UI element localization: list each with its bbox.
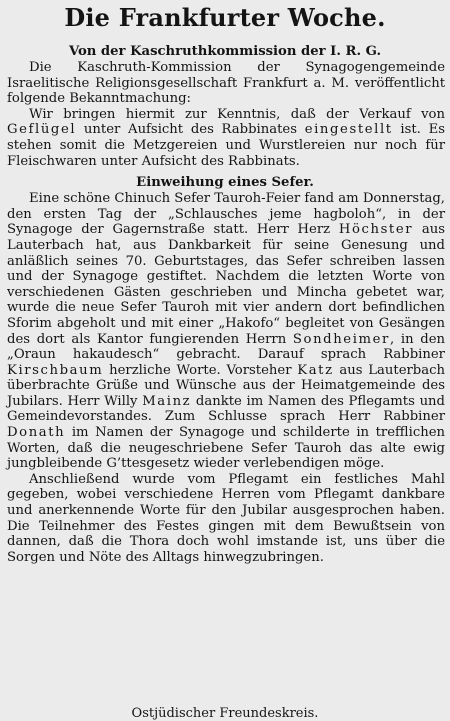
cutoff-heading bbox=[0, 706, 450, 721]
spaced-name: Mainz bbox=[142, 393, 192, 409]
spaced-name: Kirschbaum bbox=[7, 362, 104, 378]
article-heading: Von der Kaschruthkommission der I. R. G. bbox=[68, 44, 382, 59]
text-run: ist. Es stehen somit die Metzgereien und Wurstlereien nur noch für Fleischwaren unter Aufsicht des Rabbinats. bbox=[7, 122, 445, 169]
text-run: , in den „Oraun hakaudesch“ gebracht. Darauf sprach Rabbiner bbox=[7, 331, 446, 363]
spaced-name: Katz bbox=[297, 362, 334, 378]
article-paragraph bbox=[0, 107, 450, 169]
text-run: aus Lauterbach hat, aus Dankbarkeit für seine Genesung und anläßlich seines 70. Geburtstages, das Sefer schreiben lassen und der Synagoge gestiftet. Nachdem die letzten Worte von verschiedenen Gästen geschrieben und Mincha gebetet war, wurde die neue Sefer Tauroh mit vier andern dort befindlichen Sforim abgeholt und mit einer „Hakofo“ begleitet von Gesängen des dort als Kantor fungierenden Herrn bbox=[7, 222, 445, 347]
article-sefer bbox=[0, 174, 450, 565]
text-run: dankte im Namen des Pflegamts und Gemeindevorstandes. Zum Schlusse sprach Herr Rabbiner bbox=[7, 393, 445, 425]
text-run: unter Aufsicht des Rabbinates bbox=[76, 122, 305, 138]
spaced-word: eingestellt bbox=[304, 122, 393, 138]
cutoff-text: Ostjüdischer Freundeskreis. bbox=[131, 706, 319, 721]
article-paragraph: Die Kaschruth-Kommission der Synagogengemeinde Israelitische Religionsgesellschaft Frankfurt a. M. veröffentlicht folgende Bekanntmachung: bbox=[7, 60, 445, 107]
text-run: aus Lauterbach überbrachte Grüße und Wünsche aus der Heimatgemeinde des Jubilars. Herr Willy bbox=[7, 362, 445, 409]
spaced-name: Sondheimer bbox=[292, 331, 390, 347]
article-paragraph bbox=[0, 191, 450, 472]
spaced-name: Höchster bbox=[338, 222, 414, 238]
article-heading: Einweihung eines Sefer. bbox=[136, 175, 314, 191]
text-run: Eine schöne Chinuch Sefer Tauroh-Feier fand am Donnerstag, den ersten Tag der „Schlausches jeme hagboloh“, in der Synagoge der Gagernstraße statt. Herr Herz bbox=[7, 191, 445, 238]
masthead-title: Die Frankfurter Woche. bbox=[64, 3, 386, 32]
text-run: Wir bringen hiermit zur Kenntnis, daß der Verkauf von bbox=[29, 106, 445, 122]
text-run: im Namen der Synagoge und schilderte in trefflichen Worten, daß die neugeschriebene Sefer Tauroh das alte ewig jungbleibende G’ttesgesetz wieder verlebendigen möge. bbox=[7, 425, 445, 472]
text-run: herzliche Worte. Vorsteher bbox=[103, 362, 298, 378]
spaced-word: Geflügel bbox=[7, 122, 77, 138]
article-kaschruth bbox=[0, 43, 450, 169]
spaced-name: Donath bbox=[7, 425, 66, 441]
article-paragraph: Anschließend wurde vom Pflegamt ein festliches Mahl gegeben, wobei verschiedene Herren vom Pflegamt dankbare und anerkennende Worte für den Jubilar ausgesprochen haben. Die Teilnehmer des Festes gingen mit dem Bewußtsein von dannen, daß die Thora doch wohl imstande ist, uns über die Sorgen und Nöte des Alltags hinwegzubringen. bbox=[7, 471, 445, 565]
